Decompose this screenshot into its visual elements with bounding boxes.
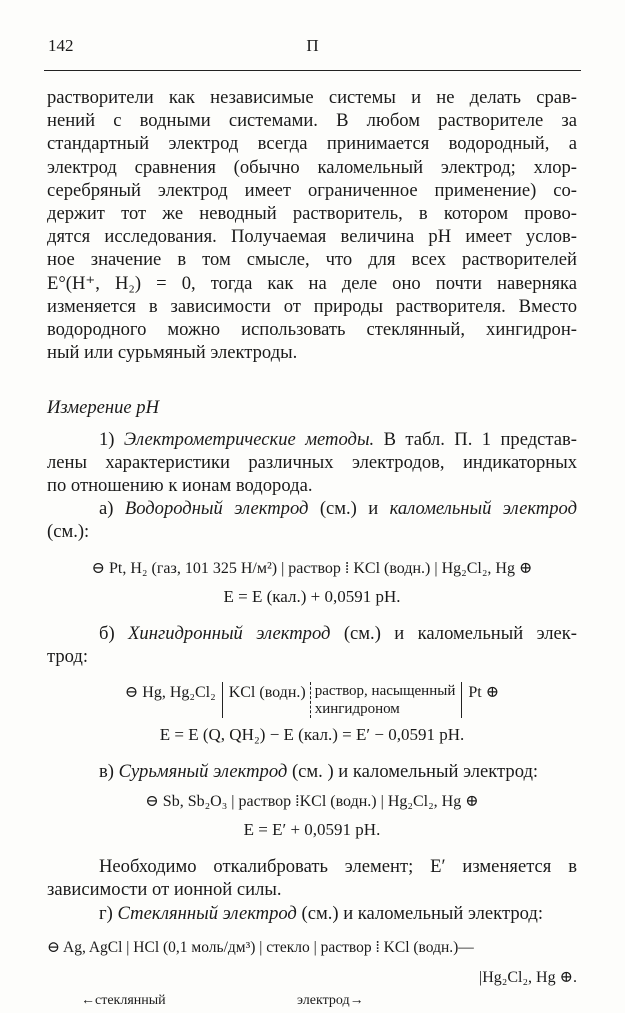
item-a-line: а) Водородный электрод (см.) и каломельный электрод [99,498,577,520]
cell-scheme-g: ⊖ Ag, AgCl | HCl (0,1 моль/дм³) | стекло | раствор ⁞ KCl (водн.)— [47,938,474,956]
item-b-line: б) Хингидронный электрод (см.) и каломельный элек- [99,622,577,644]
cell-scheme-g-cont: |Hg₂Cl₂, Hg ⊕. [479,968,577,986]
item-a-paragraph [47,497,577,543]
item-1-line: по отношению к ионам водорода. [47,475,313,497]
item-a-line: (см.): [47,521,90,543]
section-heading: Измерение pH [47,397,160,419]
item-1-paragraph [47,428,577,498]
item-b-line: трод: [47,645,89,667]
intro-line: растворители как независимые системы и не делать срав- [47,87,577,108]
glass-electrode-arrows [47,991,577,1013]
cell-scheme-b: ⊖ Hg, Hg₂Cl₂ KCl (водн.) раствор, насыщенный хингидрономPt ⊕ [124,683,500,718]
intro-line: дятся исследования. Получаемая величина pH имеет услов- [47,226,577,248]
intro-line: нений с водными системами. В любом растворителе за [47,110,577,132]
item-1-italic: Электрометрические методы. [123,428,375,450]
item-b-paragraph [47,622,577,668]
section-letter: П [306,36,319,55]
item-g-paragraph [47,902,577,925]
item-v-paragraph [47,760,577,783]
item-g-line: г) Стеклянный электрод (см.) и каломельный электрод: [99,902,544,924]
solution-stack: раствор, насыщенный хингидроном [314,683,456,718]
equation-b: E = E (Q, QH₂) − E (кал.) = E′ − 0,0591 pH. [159,725,465,745]
page-number: 142 [48,36,74,55]
item-v-line: в) Сурьмяный электрод (см. ) и каломельный электрод: [99,761,539,783]
calibration-paragraph [47,855,577,901]
intro-line: ное значение в том смысле, что для всех растворителей [47,249,577,271]
arrow-label-left: ←стеклянный [81,992,166,1008]
calibration-line: Необходимо откалибровать элемент; E′ изменяется в [99,856,577,878]
page-header [48,36,577,58]
intro-line: держит тот же неводный растворитель, в котором прово- [47,203,577,225]
equation-a: E = E (кал.) + 0,0591 pH. [223,586,401,606]
cell-scheme-a: ⊖ Pt, H₂ (газ, 101 325 Н/м²) | раствор ⁞ KCl (водн.) | Hg₂Cl₂, Hg ⊕ [91,559,533,577]
arrow-label-right: электрод→ [297,992,364,1008]
page-body [47,86,577,1013]
intro-line: изменяется в зависимости от природы растворителя. Вместо [47,295,577,317]
intro-line: серебряный электрод имеет ограниченное применение) со- [47,179,577,201]
calibration-line: зависимости от ионной силы. [47,879,282,901]
item-1-line: 1) Электрометрические методы. В табл. П. 1 представ- [99,428,577,450]
intro-paragraph [47,86,577,364]
intro-line: E°(H⁺, H₂) = 0, тогда как на деле оно почти наверняка [47,272,577,294]
intro-line: водородного можно использовать стеклянный, хингидрон- [47,319,577,341]
item-1-line: лены характеристики различных электродов, индикаторных [47,451,577,473]
intro-line: электрод сравнения (обычно каломельный электрод; хлор- [47,156,577,178]
intro-line: стандартный электрод всегда принимается водородный, а [47,133,577,155]
header-rule [44,70,581,71]
intro-line: ный или сурьмяный электроды. [47,342,298,364]
equation-v: E = E′ + 0,0591 pH. [243,820,381,840]
cell-scheme-v: ⊖ Sb, Sb₂O₃ | раствор ⁞KCl (водн.) | Hg₂Cl₂, Hg ⊕ [145,793,479,811]
